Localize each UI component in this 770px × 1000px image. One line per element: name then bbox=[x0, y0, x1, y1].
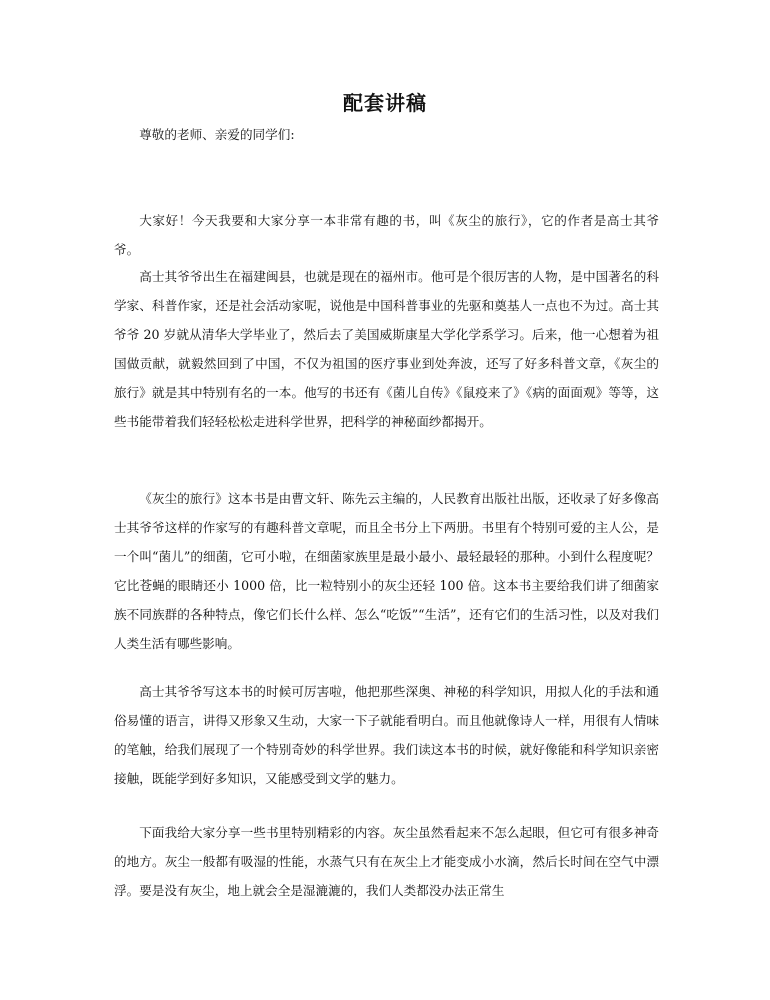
body-paragraph-1: 大家好！今天我要和大家分享一本非常有趣的书，叫《灰尘的旅行》，它的作者是高士其爷爷。 bbox=[114, 213, 659, 257]
body-paragraph-3: 《灰尘的旅行》这本书是由曹文轩、陈先云主编的，人民教育出版社出版，还收录了好多像高士其爷爷这样的作家写的有趣科普文章呢，而且全书分上下两册。书里有个特别可爱的主人公，是一个叫“菌儿”的细菌，它可小啦，在细菌家族里是最小最小、最轻最轻的那种。小到什么程度呢？它比苍蝇的眼睛还小 1000 倍，比一粒特别小的灰尘还轻 100 倍。这本书主要给我们讲了细菌家族不同族群的各种特点，像它们长什么样、怎么“吃饭”“生活”，还有它们的生活习性，以及对我们人类生活有哪些影响。 bbox=[114, 491, 659, 651]
body-paragraph-4: 高士其爷爷写这本书的时候可厉害啦，他把那些深奥、神秘的科学知识，用拟人化的手法和通俗易懂的语言，讲得又形象又生动，大家一下子就能看明白。而且他就像诗人一样，用很有人情味的笔触，给我们展现了一个特别奇妙的科学世界。我们读这本书的时候，就好像能和科学知识亲密接触，既能学到好多知识，又能感受到文学的魅力。 bbox=[114, 684, 659, 786]
greeting-paragraph: 尊敬的老师、亲爱的同学们: bbox=[139, 127, 295, 142]
body-paragraph-5: 下面我给大家分享一些书里特别精彩的内容。灰尘虽然看起来不怎么起眼，但它可有很多神奇的地方。灰尘一般都有吸湿的性能，水蒸气只有在灰尘上才能变成小水滴，然后长时间在空气中漂浮。要是没有灰尘，地上就会全是湿漉漉的，我们人类都没办法正常生 bbox=[114, 825, 659, 898]
body-paragraph-2: 高士其爷爷出生在福建闽县，也就是现在的福州市。他可是个很厉害的人物，是中国著名的科学家、科普作家，还是社会活动家呢，说他是中国科普事业的先驱和奠基人一点也不为过。高士其爷爷 20 岁就从清华大学毕业了，然后去了美国威斯康星大学化学系学习。后来，他一心想着为祖国做贡献，就毅然回到了中国，不仅为祖国的医疗事业到处奔波，还写了好多科普文章，《灰尘的旅行》就是其中特别有名的一本。他写的书还有《菌儿自传》《鼠疫来了》《病的面面观》等等，这些书能带着我们轻轻松松走进科学世界，把科学的神秘面纱都揭开。 bbox=[114, 269, 659, 429]
page-title: 配套讲稿 bbox=[343, 91, 427, 115]
